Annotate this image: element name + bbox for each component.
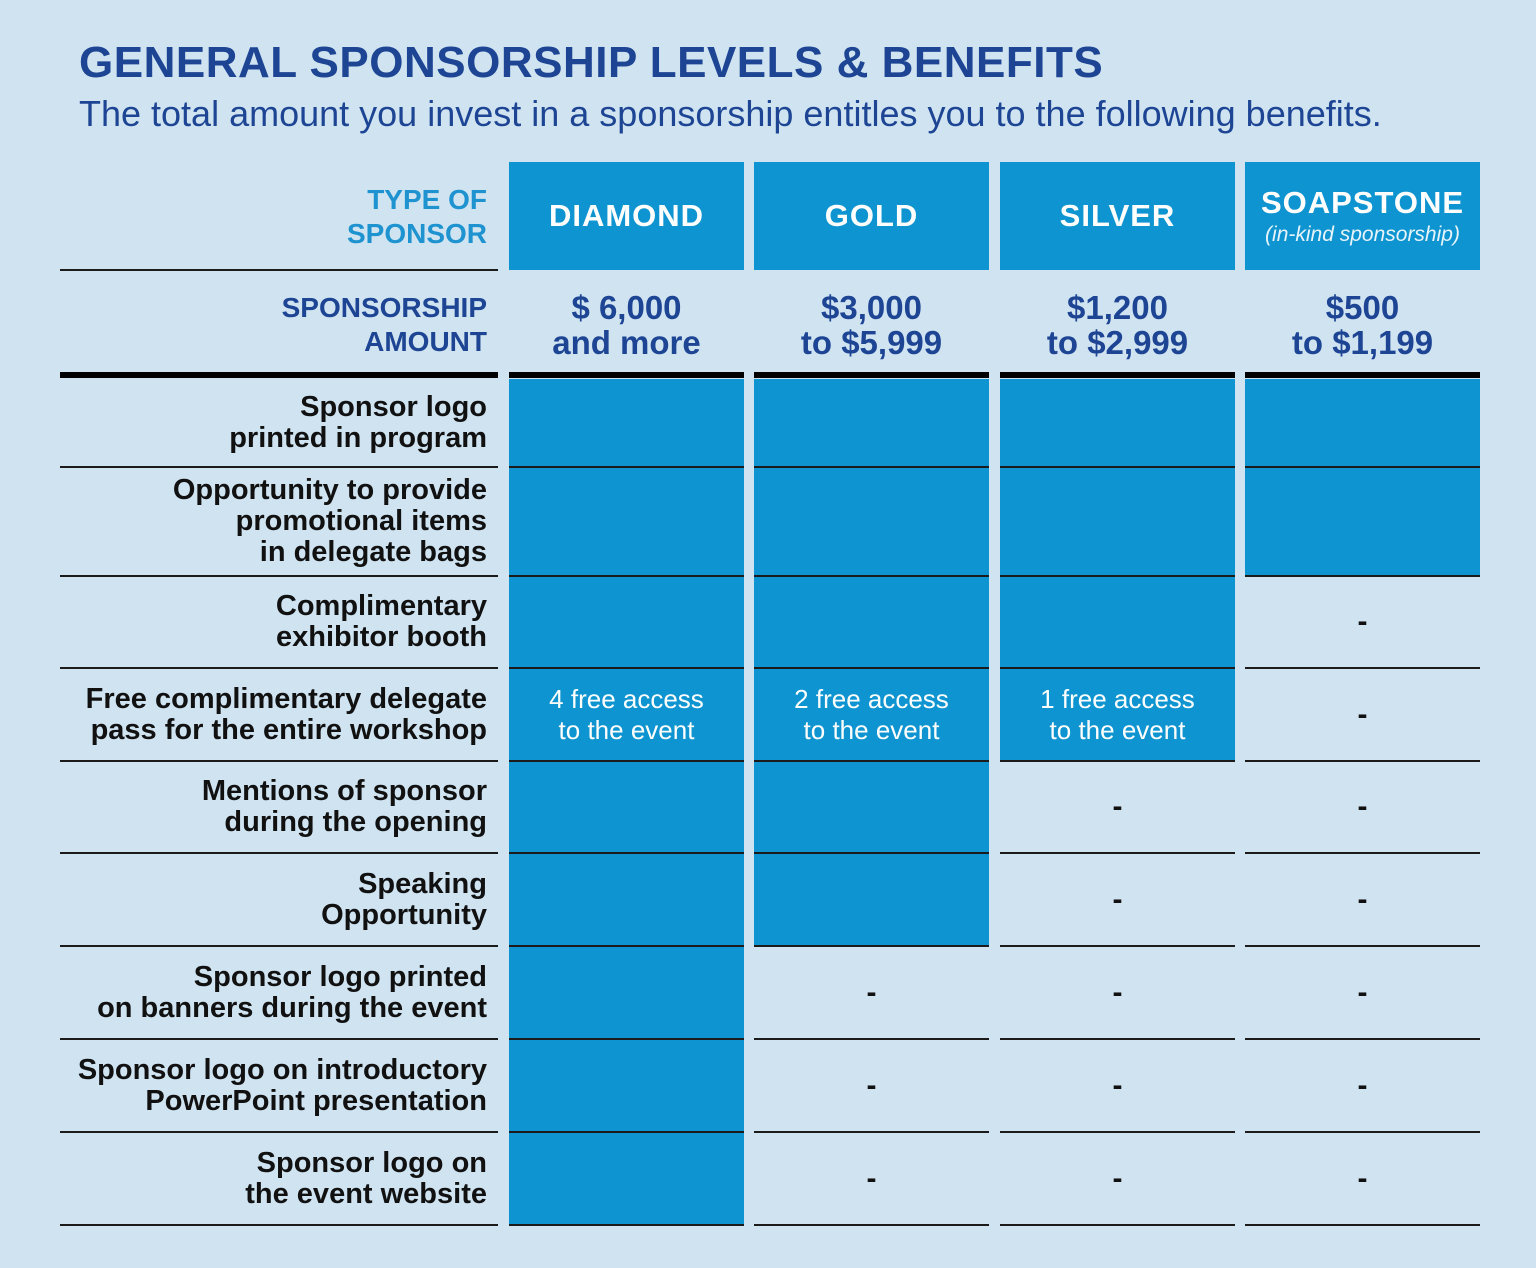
type-of-sponsor-label-line: SPONSOR	[346, 218, 487, 249]
benefit-cell-text: -	[1112, 790, 1123, 823]
benefit-cell-text: 2 free access	[794, 683, 949, 714]
benefit-label-line: Sponsor logo	[300, 390, 487, 423]
level-header-diamond	[509, 162, 744, 270]
benefit-cell-text: -	[1357, 1068, 1368, 1102]
benefit-not-included-cell	[754, 947, 989, 1038]
benefit-label-line: Complimentary	[275, 590, 487, 622]
amount-line: $500	[1325, 289, 1400, 326]
benefit-not-included-cell	[1000, 762, 1235, 852]
row-divider	[60, 945, 498, 947]
sponsorship-amount-label	[60, 280, 487, 370]
benefit-included-cell	[509, 379, 744, 466]
row-divider	[60, 667, 498, 669]
benefit-included-cell	[509, 947, 744, 1038]
row-divider	[60, 575, 498, 577]
sponsorship-amount-label-line: AMOUNT	[364, 326, 487, 357]
benefit-cell-text: -	[1357, 1161, 1368, 1195]
level-header-gold	[754, 162, 989, 270]
row-divider	[754, 1224, 989, 1226]
benefit-cell-text: -	[1357, 975, 1368, 1009]
row-divider	[1245, 1224, 1480, 1226]
benefit-not-included-cell	[1245, 854, 1480, 945]
benefit-cell-text: -	[866, 975, 877, 1009]
amount-line: and more	[552, 324, 701, 361]
benefit-label	[60, 856, 487, 943]
benefit-cell-text: -	[1357, 697, 1368, 731]
benefit-cell-text: 4 free access	[549, 683, 704, 714]
benefit-included-cell	[509, 762, 744, 852]
benefit-not-included-cell	[1245, 577, 1480, 667]
benefit-not-included-cell	[1000, 854, 1235, 945]
benefit-cell-text: -	[866, 1068, 877, 1102]
benefit-not-included-cell	[1000, 1133, 1235, 1224]
level-header-soapstone	[1245, 162, 1480, 270]
benefit-label-line: Mentions of sponsor	[201, 775, 487, 807]
page-title: GENERAL SPONSORSHIP LEVELS & BENEFITS	[79, 38, 1104, 87]
benefit-included-cell	[509, 577, 744, 667]
benefit-included-cell	[1000, 379, 1235, 466]
level-name: GOLD	[824, 198, 919, 233]
row-divider	[60, 1224, 498, 1226]
benefit-included-cell	[754, 669, 989, 760]
level-name: SILVER	[1059, 198, 1176, 233]
benefit-label-line: Sponsor logo printed	[193, 960, 487, 993]
benefit-cell-text: -	[1112, 1161, 1123, 1195]
level-subtitle: (in-kind sponsorship)	[1265, 223, 1460, 246]
amount-line: to $2,999	[1046, 324, 1189, 361]
benefit-label	[60, 764, 487, 850]
row-divider	[509, 1224, 744, 1226]
page-subtitle: The total amount you invest in a sponsorship entitles you to the following benefits.	[79, 93, 1382, 134]
benefit-label-line: Sponsor logo on	[256, 1146, 487, 1179]
benefit-not-included-cell	[1245, 669, 1480, 760]
benefit-label	[60, 671, 487, 758]
benefit-included-cell	[1245, 379, 1480, 466]
benefit-not-included-cell	[754, 1133, 989, 1224]
benefit-label-line: printed in program	[229, 421, 487, 454]
thick-divider	[60, 372, 498, 378]
benefit-cell-text: -	[1112, 1068, 1123, 1102]
benefit-cell-text: -	[1112, 882, 1123, 916]
benefit-cell-text: to the event	[1049, 714, 1186, 745]
benefit-included-cell	[754, 854, 989, 945]
level-name: DIAMOND	[548, 198, 705, 233]
benefit-label-line: exhibitor booth	[275, 621, 487, 653]
level-amount-gold	[754, 280, 989, 370]
row-divider	[1000, 1224, 1235, 1226]
benefit-included-cell	[754, 379, 989, 466]
row-divider	[60, 852, 498, 854]
row-divider	[60, 760, 498, 762]
benefit-label-line: Speaking	[358, 867, 487, 900]
benefit-cell-text: to the event	[803, 714, 940, 745]
benefit-not-included-cell	[754, 1040, 989, 1131]
amount-line: $1,200	[1067, 289, 1168, 326]
divider	[60, 269, 498, 271]
level-amount-silver	[1000, 280, 1235, 370]
thick-divider	[1000, 372, 1235, 378]
amount-line: to $5,999	[800, 324, 943, 361]
benefit-included-cell	[509, 468, 744, 575]
benefit-cell-text: -	[1357, 605, 1368, 638]
benefit-label	[60, 381, 487, 464]
sponsorship-amount-label-line: SPONSORSHIP	[281, 292, 487, 323]
benefit-included-cell	[509, 1040, 744, 1131]
benefit-cell-text: to the event	[558, 714, 695, 745]
benefit-label-line: Opportunity to provide	[172, 474, 487, 506]
benefit-cell-text: -	[1357, 790, 1368, 823]
benefit-cell-text: -	[1357, 882, 1368, 916]
benefit-label	[60, 579, 487, 665]
benefit-included-cell	[509, 1133, 744, 1224]
benefit-not-included-cell	[1245, 947, 1480, 1038]
row-divider	[60, 1038, 498, 1040]
benefit-label-line: Opportunity	[321, 898, 487, 931]
amount-line: to $1,199	[1291, 324, 1434, 361]
benefit-cell-text: -	[1112, 975, 1123, 1009]
benefit-label	[60, 470, 487, 573]
type-of-sponsor-label-line: TYPE OF	[367, 184, 487, 215]
benefit-label-line: promotional items	[235, 505, 487, 537]
benefit-included-cell	[754, 762, 989, 852]
level-amount-soapstone	[1245, 280, 1480, 370]
benefit-included-cell	[1000, 468, 1235, 575]
amount-line: $ 6,000	[571, 289, 682, 326]
benefit-label-line: during the opening	[224, 806, 487, 838]
benefit-not-included-cell	[1245, 1040, 1480, 1131]
benefit-label-line: on banners during the event	[97, 991, 487, 1024]
benefit-not-included-cell	[1245, 1133, 1480, 1224]
level-name: SOAPSTONE	[1260, 185, 1465, 220]
benefit-included-cell	[754, 468, 989, 575]
thick-divider	[509, 372, 744, 378]
benefit-label	[60, 1042, 487, 1129]
level-amount-diamond	[509, 280, 744, 370]
benefit-label	[60, 1135, 487, 1222]
benefit-label-line: in delegate bags	[259, 536, 487, 568]
benefit-label-line: PowerPoint presentation	[145, 1084, 487, 1117]
benefit-label-line: Sponsor logo on introductory	[77, 1053, 487, 1086]
benefit-label-line: pass for the entire workshop	[90, 713, 487, 746]
benefit-not-included-cell	[1000, 1040, 1235, 1131]
row-divider	[60, 1131, 498, 1133]
benefit-included-cell	[509, 854, 744, 945]
thick-divider	[754, 372, 989, 378]
type-of-sponsor-label	[60, 170, 487, 264]
benefit-label-line: the event website	[245, 1177, 487, 1210]
benefit-cell-text: 1 free access	[1040, 683, 1195, 714]
benefit-label	[60, 949, 487, 1036]
benefit-included-cell	[1245, 468, 1480, 575]
benefit-label-line: Free complimentary delegate	[85, 682, 487, 715]
benefit-not-included-cell	[1245, 762, 1480, 852]
amount-line: $3,000	[821, 289, 922, 326]
benefit-cell-text: -	[866, 1161, 877, 1195]
row-divider	[60, 466, 498, 468]
benefit-included-cell	[1000, 669, 1235, 760]
benefit-included-cell	[754, 577, 989, 667]
thick-divider	[1245, 372, 1480, 378]
level-header-silver	[1000, 162, 1235, 270]
benefit-not-included-cell	[1000, 947, 1235, 1038]
benefit-included-cell	[509, 669, 744, 760]
benefit-included-cell	[1000, 577, 1235, 667]
